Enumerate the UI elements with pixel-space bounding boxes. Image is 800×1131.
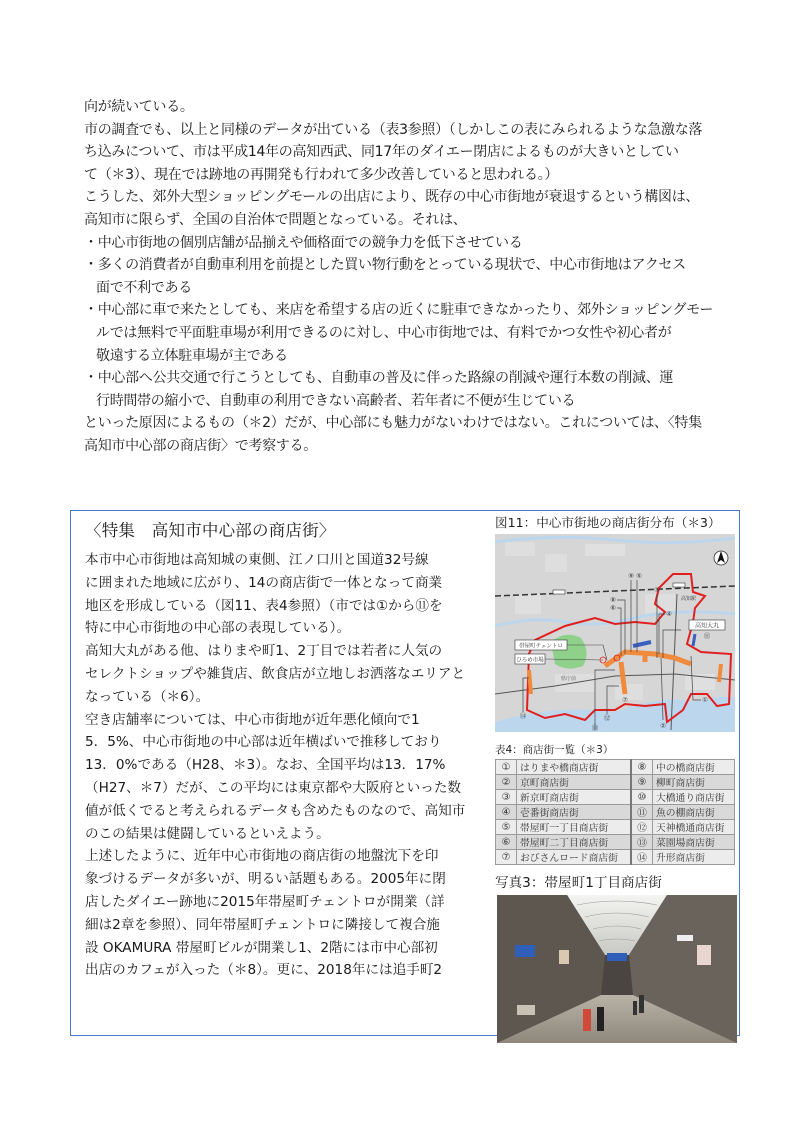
map-marker: ⑧ bbox=[610, 596, 616, 604]
intro-line: 向が続いている。 bbox=[84, 99, 194, 115]
map-marker: ⑪ bbox=[703, 632, 711, 640]
intro-line: こうした、郊外大型ショッピングモールの出店により、既存の中心市街地が衰退するという構図は、 bbox=[84, 189, 700, 206]
cell-number: ⑩ bbox=[631, 790, 653, 805]
table-row bbox=[496, 835, 735, 850]
map-marker: ③ bbox=[654, 586, 660, 594]
cell-name: 壱番街商店街 bbox=[517, 805, 631, 820]
cell-name: はりまや橋商店街 bbox=[517, 760, 631, 775]
intro-line: ち込みについて、市は平成14年の高知西武、同17年のダイエー閉店によるものが大きいとしてい bbox=[84, 144, 679, 161]
feature-line: に囲まれた地域に広がり、14の商店街で一体となって商業 bbox=[85, 574, 443, 591]
feature-line: 象づけるデータが多いが、明るい話題もある。2005年に閉 bbox=[85, 871, 446, 888]
cell-number: ② bbox=[496, 775, 517, 790]
intro-text bbox=[84, 96, 756, 458]
feature-title: 〈特集 高知市中心部の商店街〉 bbox=[85, 521, 336, 540]
cell-number: ⑪ bbox=[631, 805, 653, 820]
cell-name: 中の橋商店街 bbox=[652, 760, 734, 775]
bullet-continuation: 敬遠する立体駐車場が主である bbox=[96, 347, 288, 364]
shopping-street-map bbox=[495, 534, 735, 732]
bullet-item: ・中心市街地の個別店舗が品揃えや価格面での競争力を低下させている bbox=[84, 234, 523, 251]
feature-line: のこの結果は健闘しているといえよう。 bbox=[85, 825, 330, 842]
label-hirome: ひろめ市場 bbox=[516, 657, 544, 664]
cell-number: ① bbox=[496, 760, 517, 775]
map-marker: ⑨ bbox=[628, 572, 634, 580]
shopping-street-table bbox=[495, 759, 735, 865]
cell-name: 帯屋町二丁目商店街 bbox=[517, 835, 631, 850]
table-row bbox=[496, 760, 735, 775]
cell-number: ⑭ bbox=[631, 850, 653, 865]
bullet-continuation: 行時間帯の縮小で、自動車の利用できない高齢者、若年者に不便が生じている bbox=[96, 392, 576, 409]
feature-line: 細は2章を参照）、同年帯屋町チェントロに隣接して複合施 bbox=[85, 916, 440, 933]
cell-name: 升形商店街 bbox=[652, 850, 734, 865]
cell-number: ⑬ bbox=[631, 835, 653, 850]
figure11-caption: 図11：中心市街地の商店街分布（＊3） bbox=[495, 515, 721, 530]
feature-line: 空き店舗率については、中心市街地が近年悪化傾向で1 bbox=[85, 711, 420, 728]
label-kochi-station: 高知駅 bbox=[681, 596, 697, 602]
map-marker: ⑫ bbox=[603, 714, 611, 722]
feature-line: 設 OKAMURA 帯屋町ビルが開業し1、2階には市中心部初 bbox=[85, 939, 438, 956]
bullet-continuation: ルでは無料で平面駐車場が利用できるのに対し、中心市街地では、有料でかつ女性や初心者が bbox=[96, 324, 672, 341]
photo3-caption: 写真3：帯屋町1丁目商店街 bbox=[495, 875, 662, 891]
map-marker: ⑤ bbox=[636, 572, 642, 580]
feature-line: （H27、＊7）だが、この平均には東京都や大阪府といった数 bbox=[85, 779, 462, 796]
table4-caption: 表4：商店街一覧（＊3） bbox=[495, 744, 614, 756]
map-marker: ② bbox=[660, 722, 666, 730]
bullet-item: ・中心部へ公共交通で行こうとしても、自動車の普及に伴った路線の削減や運行本数の削減、運 bbox=[84, 370, 674, 387]
feature-line: 13．0%である（H28、＊3）。なお、全国平均は13．17% bbox=[85, 757, 446, 774]
map-marker: ⑦ bbox=[622, 696, 628, 704]
cell-number: ⑫ bbox=[631, 820, 653, 835]
feature-line: 出店のカフェが入った（＊8）。更に、2018年には追手町2 bbox=[85, 962, 443, 979]
label-city-hall: 県庁前 bbox=[561, 676, 577, 682]
cell-name: 京町商店街 bbox=[517, 775, 631, 790]
bullet-item: ・多くの消費者が自動車利用を前提とした買い物行動をとっている現状で、中心市街地はアクセス bbox=[84, 257, 686, 274]
cell-number: ⑦ bbox=[496, 850, 517, 865]
cell-name: おびさんロード商店街 bbox=[517, 850, 631, 865]
map-marker: ① bbox=[702, 696, 708, 704]
intro-line: 市の調査でも、以上と同様のデータが出ている（表3参照）（しかしこの表にみられるような急激な落 bbox=[84, 121, 703, 138]
table-row bbox=[496, 820, 735, 835]
feature-text bbox=[85, 517, 485, 982]
cell-name: 菜園場商店街 bbox=[652, 835, 734, 850]
cell-name: 魚の棚商店街 bbox=[652, 805, 734, 820]
table-row bbox=[496, 850, 735, 865]
table-row bbox=[496, 775, 735, 790]
label-centro: 帯屋町チェントロ bbox=[519, 643, 563, 650]
feature-line: 高知大丸がある他、はりまや町1、2丁目では若者に人気の bbox=[85, 643, 443, 660]
cell-name: 柳町商店街 bbox=[652, 775, 734, 790]
cell-name: 大橋通り商店街 bbox=[652, 790, 734, 805]
feature-line: 店したダイエー跡地に2015年帯屋町チェントロが開業（詳 bbox=[85, 893, 445, 910]
figure-column bbox=[495, 511, 735, 1043]
feature-line: 5．5%、中心市街地の中心部は近年横ばいで推移しており bbox=[85, 734, 442, 751]
table-row bbox=[496, 790, 735, 805]
bullet-item: ・中心部に車で来たとしても、来店を希望する店の近くに駐車できなかったり、郊外ショッピングモー bbox=[84, 302, 714, 319]
intro-line: 高知市中心部の商店街〉で考察する。 bbox=[84, 437, 317, 454]
feature-line: なっている（＊6）。 bbox=[85, 688, 210, 705]
intro-line: 高知市に限らず、全国の自治体で問題となっている。それは、 bbox=[84, 211, 467, 228]
arcade-photo bbox=[497, 895, 737, 1043]
map-marker: ⑬ bbox=[591, 724, 599, 732]
cell-number: ④ bbox=[496, 805, 517, 820]
cell-name: 帯屋町一丁目商店街 bbox=[517, 820, 631, 835]
cell-number: ⑨ bbox=[631, 775, 653, 790]
feature-line: 本市中心市街地は高知城の東側、江ノ口川と国道32号線 bbox=[85, 552, 429, 568]
cell-number: ③ bbox=[496, 790, 517, 805]
cell-number: ⑥ bbox=[496, 835, 517, 850]
label-daimaru: 高知大丸 bbox=[694, 622, 720, 630]
feature-line: 特に中心市街地の中心部の表現している）。 bbox=[85, 620, 351, 637]
feature-line: セレクトショップや雑貨店、飲食店が立地しお洒落なエリアと bbox=[85, 665, 466, 682]
table-row bbox=[496, 805, 735, 820]
map-marker: ⑭ bbox=[519, 712, 527, 720]
north-arrow-icon bbox=[714, 551, 728, 565]
cell-number: ⑤ bbox=[496, 820, 517, 835]
feature-line: 地区を形成している（図11、表4参照）（市では①から⑪を bbox=[85, 597, 443, 614]
intro-line: といった原因によるもの（＊2）だが、中心部にも魅力がないわけではない。これについては、〈特集 bbox=[84, 415, 702, 432]
feature-line: 値が低くでると考えられるデータも含めたものなので、高知市 bbox=[85, 802, 466, 819]
bullet-continuation: 面で不利である bbox=[96, 279, 192, 296]
map-marker: ⑥ bbox=[610, 604, 616, 612]
cell-number: ⑧ bbox=[631, 760, 653, 775]
cell-name: 天神橋通商店街 bbox=[652, 820, 734, 835]
feature-line: 上述したように、近年中心市街地の商店街の地盤沈下を印 bbox=[85, 848, 439, 865]
map-marker: ④ bbox=[666, 610, 672, 618]
intro-line: て（＊3）、現在では跡地の再開発も行われて多少改善していると思われる。） bbox=[84, 166, 559, 183]
feature-box bbox=[70, 510, 740, 1036]
cell-name: 新京町商店街 bbox=[517, 790, 631, 805]
